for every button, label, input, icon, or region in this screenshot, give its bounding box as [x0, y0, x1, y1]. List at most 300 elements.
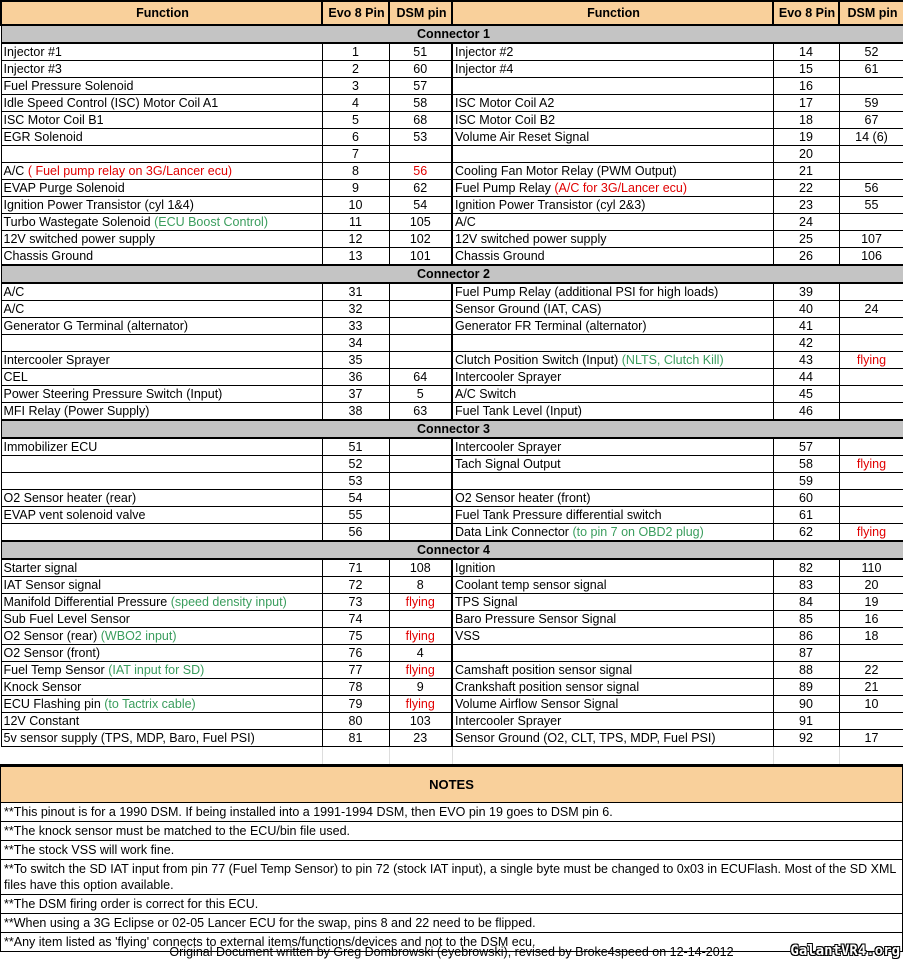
right-function-cell — [452, 146, 773, 163]
left-evo-pin: 37 — [322, 386, 389, 403]
left-evo-pin: 52 — [322, 456, 389, 473]
right-evo-pin: 17 — [773, 95, 839, 112]
left-evo-pin: 79 — [322, 696, 389, 713]
function-label: Intercooler Sprayer — [455, 714, 562, 728]
pin-row — [1, 95, 903, 112]
pin-row — [1, 335, 903, 352]
pin-row — [1, 594, 903, 611]
left-function-cell — [1, 611, 322, 628]
connector-header — [1, 420, 903, 438]
right-evo-pin: 39 — [773, 283, 839, 301]
right-evo-pin: 14 — [773, 43, 839, 61]
pin-row — [1, 180, 903, 197]
header-dsm-pin: DSM pin — [839, 1, 903, 25]
left-evo-pin: 6 — [322, 129, 389, 146]
right-dsm-pin: 56 — [839, 180, 903, 197]
left-dsm-pin: 64 — [389, 369, 452, 386]
left-evo-pin: 4 — [322, 95, 389, 112]
right-evo-pin: 18 — [773, 112, 839, 129]
left-dsm-pin: 108 — [389, 559, 452, 577]
function-label: Chassis Ground — [3, 249, 94, 263]
left-evo-pin: 36 — [322, 369, 389, 386]
right-dsm-pin: 18 — [839, 628, 903, 645]
function-label: A/C — [3, 285, 25, 299]
note-item: **Any item listed as 'flying' connects to external items/functions/devices and not to the DSM ecu. — [4, 935, 536, 949]
pin-row — [1, 456, 903, 473]
left-function-cell — [1, 662, 322, 679]
right-evo-pin: 82 — [773, 559, 839, 577]
left-evo-pin: 38 — [322, 403, 389, 421]
pin-row — [1, 146, 903, 163]
pin-row — [1, 112, 903, 129]
left-function-cell — [1, 301, 322, 318]
left-evo-pin: 34 — [322, 335, 389, 352]
left-dsm-pin — [389, 283, 452, 301]
note-item: **To switch the SD IAT input from pin 77 (Fuel Temp Sensor) to pin 72 (stock IAT input), a single byte must be changed to 0x03 in ECUFlash. Most of the SD XML files have this option available. — [1, 860, 902, 895]
left-evo-pin: 13 — [322, 248, 389, 266]
right-dsm-pin — [839, 438, 903, 456]
left-dsm-pin — [389, 611, 452, 628]
right-function-cell — [452, 335, 773, 352]
pin-row — [1, 129, 903, 146]
left-dsm-pin: flying — [389, 662, 452, 679]
right-evo-pin: 21 — [773, 163, 839, 180]
function-note: ( Fuel pump relay on 3G/Lancer ecu) — [27, 164, 233, 178]
function-label: Clutch Position Switch (Input) — [455, 353, 619, 367]
notes-title: NOTES — [1, 765, 902, 803]
left-evo-pin: 78 — [322, 679, 389, 696]
function-label: Sensor Ground (O2, CLT, TPS, MDP, Fuel PSI) — [455, 731, 716, 745]
right-evo-pin: 24 — [773, 214, 839, 231]
right-dsm-pin — [839, 78, 903, 95]
function-label: O2 Sensor heater (front) — [455, 491, 591, 505]
left-dsm-pin — [389, 524, 452, 542]
pin-row — [1, 403, 903, 421]
right-function-cell — [452, 628, 773, 645]
left-function-cell — [1, 231, 322, 248]
function-label: Sensor Ground (IAT, CAS) — [455, 302, 602, 316]
note-item: **When using a 3G Eclipse or 02-05 Lancer ECU for the swap, pins 8 and 22 need to be flipped. — [1, 914, 902, 933]
function-label: Crankshaft position sensor signal — [455, 680, 640, 694]
function-label: 12V switched power supply — [455, 232, 607, 246]
function-label: VSS — [455, 629, 481, 643]
left-function-cell — [1, 577, 322, 594]
right-dsm-pin — [839, 713, 903, 730]
right-function-cell — [452, 645, 773, 662]
left-function-cell — [1, 352, 322, 369]
right-evo-pin: 62 — [773, 524, 839, 542]
pin-row — [1, 438, 903, 456]
right-evo-pin: 83 — [773, 577, 839, 594]
footer-credit: Original Document written by Greg Dombrowski (eyebrowski), revised by Broke4speed on 12-14-2012 — [169, 945, 734, 959]
left-dsm-pin: 51 — [389, 43, 452, 61]
left-dsm-pin: 58 — [389, 95, 452, 112]
function-label: Fuel Tank Pressure differential switch — [455, 508, 662, 522]
left-function-cell — [1, 180, 322, 197]
left-function-cell — [1, 283, 322, 301]
right-dsm-pin: 19 — [839, 594, 903, 611]
function-label: Knock Sensor — [3, 680, 82, 694]
right-function-cell — [452, 301, 773, 318]
left-function-cell — [1, 696, 322, 713]
left-dsm-pin: 54 — [389, 197, 452, 214]
left-evo-pin: 5 — [322, 112, 389, 129]
right-dsm-pin: 17 — [839, 730, 903, 747]
pin-row — [1, 577, 903, 594]
right-function-cell — [452, 730, 773, 747]
right-function-cell — [452, 473, 773, 490]
left-dsm-pin: 103 — [389, 713, 452, 730]
left-dsm-pin: 56 — [389, 163, 452, 180]
left-evo-pin: 54 — [322, 490, 389, 507]
left-dsm-pin: flying — [389, 628, 452, 645]
right-function-cell — [452, 214, 773, 231]
left-dsm-pin: 62 — [389, 180, 452, 197]
left-function-cell — [1, 197, 322, 214]
right-function-cell — [452, 180, 773, 197]
right-dsm-pin: flying — [839, 524, 903, 542]
right-evo-pin: 43 — [773, 352, 839, 369]
left-evo-pin: 72 — [322, 577, 389, 594]
left-dsm-pin — [389, 146, 452, 163]
right-dsm-pin — [839, 146, 903, 163]
right-function-cell — [452, 456, 773, 473]
right-evo-pin: 41 — [773, 318, 839, 335]
left-function-cell — [1, 386, 322, 403]
function-label: Volume Airflow Sensor Signal — [455, 697, 619, 711]
right-evo-pin: 26 — [773, 248, 839, 266]
right-dsm-pin — [839, 214, 903, 231]
left-evo-pin: 74 — [322, 611, 389, 628]
right-function-cell — [452, 163, 773, 180]
right-function-cell — [452, 577, 773, 594]
pin-row — [1, 490, 903, 507]
connector-title: Connector 1 — [1, 25, 903, 43]
right-function-cell — [452, 507, 773, 524]
left-evo-pin: 33 — [322, 318, 389, 335]
right-function-cell — [452, 438, 773, 456]
left-dsm-pin: 5 — [389, 386, 452, 403]
left-dsm-pin — [389, 318, 452, 335]
right-dsm-pin: 61 — [839, 61, 903, 78]
right-evo-pin: 46 — [773, 403, 839, 421]
left-dsm-pin: 53 — [389, 129, 452, 146]
watermark-logo: GalantVR4.org — [790, 943, 900, 959]
function-label: Ignition — [455, 561, 496, 575]
function-label: Baro Pressure Sensor Signal — [455, 612, 617, 626]
left-evo-pin: 3 — [322, 78, 389, 95]
right-dsm-pin — [839, 473, 903, 490]
function-note: (speed density input) — [170, 595, 287, 609]
right-function-cell — [452, 696, 773, 713]
right-function-cell — [452, 662, 773, 679]
function-label: Camshaft position sensor signal — [455, 663, 633, 677]
right-evo-pin: 23 — [773, 197, 839, 214]
function-note: (WBO2 input) — [100, 629, 177, 643]
function-label: CEL — [3, 370, 28, 384]
pin-row — [1, 524, 903, 542]
connector-header — [1, 265, 903, 283]
right-function-cell — [452, 386, 773, 403]
notes-section — [0, 764, 903, 952]
pin-row — [1, 559, 903, 577]
right-dsm-pin — [839, 369, 903, 386]
right-function-cell — [452, 679, 773, 696]
pin-row — [1, 43, 903, 61]
function-label: 5v sensor supply (TPS, MDP, Baro, Fuel PSI) — [3, 731, 255, 745]
pin-row — [1, 730, 903, 747]
pin-row — [1, 231, 903, 248]
pin-row — [1, 611, 903, 628]
left-evo-pin: 55 — [322, 507, 389, 524]
right-dsm-pin — [839, 507, 903, 524]
right-dsm-pin — [839, 283, 903, 301]
right-function-cell — [452, 129, 773, 146]
right-function-cell — [452, 611, 773, 628]
right-dsm-pin: 55 — [839, 197, 903, 214]
right-evo-pin: 22 — [773, 180, 839, 197]
pin-row — [1, 78, 903, 95]
right-evo-pin: 19 — [773, 129, 839, 146]
right-evo-pin: 59 — [773, 473, 839, 490]
left-dsm-pin: 105 — [389, 214, 452, 231]
function-label: A/C — [3, 164, 25, 178]
function-label: TPS Signal — [455, 595, 518, 609]
right-function-cell — [452, 248, 773, 266]
header-dsm-pin: DSM pin — [389, 1, 452, 25]
pin-row — [1, 214, 903, 231]
function-label: Injector #4 — [455, 62, 514, 76]
note-item: **The knock sensor must be matched to the ECU/bin file used. — [1, 822, 902, 841]
pin-row — [1, 679, 903, 696]
right-dsm-pin — [839, 403, 903, 421]
pin-row — [1, 696, 903, 713]
function-label: Manifold Differential Pressure — [3, 595, 168, 609]
right-evo-pin: 42 — [773, 335, 839, 352]
function-label: Injector #3 — [3, 62, 62, 76]
function-label: EVAP vent solenoid valve — [3, 508, 146, 522]
function-label: Chassis Ground — [455, 249, 545, 263]
left-dsm-pin: 23 — [389, 730, 452, 747]
right-evo-pin: 88 — [773, 662, 839, 679]
left-evo-pin: 77 — [322, 662, 389, 679]
left-evo-pin: 80 — [322, 713, 389, 730]
left-function-cell — [1, 713, 322, 730]
note-item: **The stock VSS will work fine. — [1, 841, 902, 860]
left-evo-pin: 10 — [322, 197, 389, 214]
function-label: Ignition Power Transistor (cyl 1&4) — [3, 198, 194, 212]
function-label: A/C — [3, 302, 25, 316]
header-function: Function — [1, 1, 322, 25]
function-label: O2 Sensor (front) — [3, 646, 101, 660]
right-dsm-pin: 110 — [839, 559, 903, 577]
function-label: EGR Solenoid — [3, 130, 83, 144]
function-label: Fuel Pump Relay — [455, 181, 551, 195]
left-function-cell — [1, 146, 322, 163]
right-evo-pin: 84 — [773, 594, 839, 611]
function-note: (to Tactrix cable) — [104, 697, 196, 711]
left-function-cell — [1, 163, 322, 180]
function-label: Fuel Temp Sensor — [3, 663, 105, 677]
left-function-cell — [1, 628, 322, 645]
left-function-cell — [1, 473, 322, 490]
pin-row — [1, 645, 903, 662]
left-function-cell — [1, 95, 322, 112]
right-dsm-pin — [839, 335, 903, 352]
left-evo-pin: 12 — [322, 231, 389, 248]
function-label: Turbo Wastegate Solenoid — [3, 215, 151, 229]
pin-row — [1, 301, 903, 318]
pin-row — [1, 628, 903, 645]
left-function-cell — [1, 559, 322, 577]
right-evo-pin: 86 — [773, 628, 839, 645]
right-dsm-pin — [839, 318, 903, 335]
left-dsm-pin: 102 — [389, 231, 452, 248]
right-evo-pin: 60 — [773, 490, 839, 507]
right-function-cell — [452, 78, 773, 95]
header-evo-pin: Evo 8 Pin — [773, 1, 839, 25]
left-function-cell — [1, 214, 322, 231]
right-evo-pin: 87 — [773, 645, 839, 662]
function-label: ISC Motor Coil A2 — [455, 96, 555, 110]
right-dsm-pin: 106 — [839, 248, 903, 266]
left-dsm-pin: 68 — [389, 112, 452, 129]
table-header — [1, 1, 903, 25]
right-function-cell — [452, 197, 773, 214]
function-label: Fuel Pressure Solenoid — [3, 79, 134, 93]
function-label: Immobilizer ECU — [3, 440, 98, 454]
right-function-cell — [452, 524, 773, 542]
left-function-cell — [1, 112, 322, 129]
left-dsm-pin: 63 — [389, 403, 452, 421]
left-function-cell — [1, 730, 322, 747]
function-label: ECU Flashing pin — [3, 697, 101, 711]
function-label: 12V Constant — [3, 714, 80, 728]
right-function-cell — [452, 594, 773, 611]
connector-title: Connector 4 — [1, 541, 903, 559]
pin-row — [1, 61, 903, 78]
right-dsm-pin: 10 — [839, 696, 903, 713]
left-evo-pin: 9 — [322, 180, 389, 197]
right-dsm-pin — [839, 645, 903, 662]
function-label: A/C — [455, 215, 476, 229]
right-dsm-pin — [839, 490, 903, 507]
function-label: Fuel Tank Level (Input) — [455, 404, 582, 418]
left-function-cell — [1, 438, 322, 456]
left-dsm-pin — [389, 473, 452, 490]
right-function-cell — [452, 43, 773, 61]
left-evo-pin: 75 — [322, 628, 389, 645]
left-dsm-pin: 9 — [389, 679, 452, 696]
left-function-cell — [1, 507, 322, 524]
left-evo-pin: 73 — [322, 594, 389, 611]
right-function-cell — [452, 231, 773, 248]
connector-title: Connector 3 — [1, 420, 903, 438]
pin-row — [1, 318, 903, 335]
pin-row — [1, 197, 903, 214]
function-label: A/C Switch — [455, 387, 517, 401]
function-label: Volume Air Reset Signal — [455, 130, 590, 144]
function-label: Injector #1 — [3, 45, 62, 59]
right-function-cell — [452, 713, 773, 730]
function-label: EVAP Purge Solenoid — [3, 181, 125, 195]
left-function-cell — [1, 335, 322, 352]
function-note: (A/C for 3G/Lancer ecu) — [554, 181, 688, 195]
right-function-cell — [452, 490, 773, 507]
right-evo-pin: 89 — [773, 679, 839, 696]
function-label: O2 Sensor heater (rear) — [3, 491, 137, 505]
right-dsm-pin: 20 — [839, 577, 903, 594]
function-label: Fuel Pump Relay (additional PSI for high loads) — [455, 285, 719, 299]
right-function-cell — [452, 283, 773, 301]
function-label: ISC Motor Coil B1 — [3, 113, 104, 127]
right-evo-pin: 58 — [773, 456, 839, 473]
function-label: Generator FR Terminal (alternator) — [455, 319, 647, 333]
function-label: Power Steering Pressure Switch (Input) — [3, 387, 223, 401]
right-dsm-pin: 59 — [839, 95, 903, 112]
left-dsm-pin — [389, 335, 452, 352]
left-evo-pin: 51 — [322, 438, 389, 456]
left-evo-pin: 76 — [322, 645, 389, 662]
left-evo-pin: 81 — [322, 730, 389, 747]
right-dsm-pin — [839, 386, 903, 403]
right-function-cell — [452, 352, 773, 369]
left-function-cell — [1, 490, 322, 507]
right-dsm-pin: 52 — [839, 43, 903, 61]
left-function-cell — [1, 679, 322, 696]
right-dsm-pin: 14 (6) — [839, 129, 903, 146]
function-label: ISC Motor Coil B2 — [455, 113, 556, 127]
right-dsm-pin: 107 — [839, 231, 903, 248]
right-evo-pin: 25 — [773, 231, 839, 248]
pin-row — [1, 473, 903, 490]
function-label: Ignition Power Transistor (cyl 2&3) — [455, 198, 646, 212]
left-dsm-pin — [389, 507, 452, 524]
left-function-cell — [1, 248, 322, 266]
function-label: Starter signal — [3, 561, 78, 575]
function-label: Intercooler Sprayer — [455, 440, 562, 454]
function-label: Intercooler Sprayer — [3, 353, 110, 367]
right-function-cell — [452, 559, 773, 577]
right-evo-pin: 92 — [773, 730, 839, 747]
function-label: Injector #2 — [455, 45, 514, 59]
right-function-cell — [452, 95, 773, 112]
left-function-cell — [1, 645, 322, 662]
function-label: O2 Sensor (rear) — [3, 629, 98, 643]
left-dsm-pin: 60 — [389, 61, 452, 78]
left-dsm-pin: 8 — [389, 577, 452, 594]
left-function-cell — [1, 43, 322, 61]
left-dsm-pin — [389, 301, 452, 318]
connector-title: Connector 2 — [1, 265, 903, 283]
left-evo-pin: 31 — [322, 283, 389, 301]
left-evo-pin: 56 — [322, 524, 389, 542]
right-function-cell — [452, 369, 773, 386]
left-function-cell — [1, 318, 322, 335]
left-evo-pin: 53 — [322, 473, 389, 490]
left-dsm-pin: 4 — [389, 645, 452, 662]
left-dsm-pin: 57 — [389, 78, 452, 95]
left-function-cell — [1, 456, 322, 473]
right-dsm-pin: 21 — [839, 679, 903, 696]
left-dsm-pin — [389, 438, 452, 456]
right-function-cell — [452, 112, 773, 129]
left-dsm-pin — [389, 490, 452, 507]
left-function-cell — [1, 78, 322, 95]
left-evo-pin: 2 — [322, 61, 389, 78]
header-function: Function — [452, 1, 773, 25]
left-function-cell — [1, 369, 322, 386]
